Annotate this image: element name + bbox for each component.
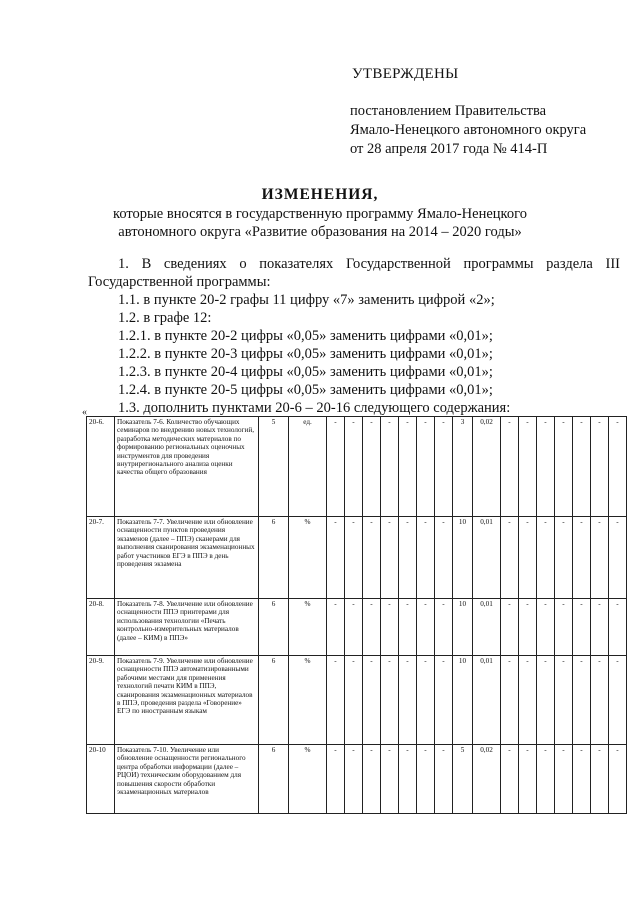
dash-cell: -	[417, 517, 435, 599]
row-number-cell: 20-6.	[87, 417, 115, 517]
dash-cell: -	[381, 656, 399, 745]
table-row	[87, 599, 627, 656]
decree-line: постановлением Правительства	[350, 103, 547, 119]
column-3-cell: 6	[259, 517, 289, 599]
value-2-cell: 0,01	[473, 517, 501, 599]
value-2-cell: 0,01	[473, 656, 501, 745]
dash-cell: -	[537, 745, 555, 814]
subtitle-line: автономного округа «Развитие образования на 2014 – 2020 годы»	[118, 224, 522, 240]
dash-cell: -	[435, 656, 453, 745]
dash-cell: -	[591, 517, 609, 599]
dash-cell: -	[501, 745, 519, 814]
dash-cell: -	[519, 517, 537, 599]
dash-cell: -	[519, 599, 537, 656]
dash-cell: -	[501, 599, 519, 656]
dash-cell: -	[399, 517, 417, 599]
value-1-cell: 3	[453, 417, 473, 517]
dash-cell: -	[591, 417, 609, 517]
dash-cell: -	[363, 517, 381, 599]
value-1-cell: 10	[453, 517, 473, 599]
dash-cell: -	[363, 656, 381, 745]
table-row	[87, 517, 627, 599]
paragraph-1-2-2: 1.2.2. в пункте 20-3 цифры «0,05» заменить цифрами «0,01»;	[118, 346, 493, 362]
dash-cell: -	[345, 417, 363, 517]
subtitle-line: которые вносятся в государственную программу Ямало-Ненецкого	[113, 206, 527, 222]
dash-cell: -	[537, 656, 555, 745]
dash-cell: -	[345, 745, 363, 814]
dash-cell: -	[555, 517, 573, 599]
table-row	[87, 417, 627, 517]
paragraph-1-1: 1.1. в пункте 20-2 графы 11 цифру «7» заменить цифрой «2»;	[118, 292, 495, 308]
table-row	[87, 656, 627, 745]
dash-cell: -	[573, 417, 591, 517]
unit-cell: %	[289, 656, 327, 745]
dash-cell: -	[555, 745, 573, 814]
dash-cell: -	[399, 599, 417, 656]
column-3-cell: 6	[259, 656, 289, 745]
dash-cell: -	[417, 656, 435, 745]
value-1-cell: 10	[453, 599, 473, 656]
dash-cell: -	[417, 745, 435, 814]
unit-cell: %	[289, 599, 327, 656]
table-row	[87, 745, 627, 814]
dash-cell: -	[501, 417, 519, 517]
dash-cell: -	[435, 599, 453, 656]
row-number-cell: 20-9.	[87, 656, 115, 745]
dash-cell: -	[399, 745, 417, 814]
dash-cell: -	[435, 517, 453, 599]
approval-heading: УТВЕРЖДЕНЫ	[352, 66, 459, 82]
unit-cell: %	[289, 745, 327, 814]
dash-cell: -	[591, 656, 609, 745]
row-number-cell: 20-8.	[87, 599, 115, 656]
dash-cell: -	[501, 656, 519, 745]
paragraph-1-line-1: 1. В сведениях о показателях Государственной программы раздела III	[118, 256, 620, 272]
dash-cell: -	[399, 417, 417, 517]
value-2-cell: 0,02	[473, 745, 501, 814]
paragraph-1-2: 1.2. в графе 12:	[118, 310, 212, 326]
paragraph-1-2-4: 1.2.4. в пункте 20-5 цифры «0,05» заменить цифрами «0,01»;	[118, 382, 493, 398]
dash-cell: -	[381, 517, 399, 599]
document-body	[88, 255, 620, 417]
dash-cell: -	[609, 417, 627, 517]
column-3-cell: 6	[259, 599, 289, 656]
dash-cell: -	[381, 599, 399, 656]
dash-cell: -	[573, 517, 591, 599]
unit-cell: %	[289, 517, 327, 599]
value-2-cell: 0,02	[473, 417, 501, 517]
value-1-cell: 5	[453, 745, 473, 814]
dash-cell: -	[381, 417, 399, 517]
decree-reference	[350, 102, 586, 159]
dash-cell: -	[345, 599, 363, 656]
dash-cell: -	[417, 599, 435, 656]
dash-cell: -	[327, 517, 345, 599]
indicator-description-cell: Показатель 7-10. Увеличение или обновление оснащенности регионального центра обработки информации (далее – РЦОИ) техническим оборудованием для повышения скорости обработки экзаменационных материалов	[115, 745, 259, 814]
decree-line: от 28 апреля 2017 года № 414-П	[350, 141, 548, 157]
indicator-description-cell: Показатель 7-6. Количество обучающих семинаров по внедрению новых технологий, разработка методических материалов по формированию региональных оценочных инструментов для проведения внутрирегионального анализа оценки качества общего образования	[115, 417, 259, 517]
dash-cell: -	[573, 599, 591, 656]
dash-cell: -	[519, 656, 537, 745]
value-1-cell: 10	[453, 656, 473, 745]
dash-cell: -	[573, 656, 591, 745]
paragraph-1-2-1: 1.2.1. в пункте 20-2 цифры «0,05» заменить цифрами «0,01»;	[118, 328, 493, 344]
dash-cell: -	[327, 417, 345, 517]
indicator-description-cell: Показатель 7-8. Увеличение или обновление оснащенности ППЭ принтерами для использования технологии «Печать контрольно-измерительных материалов (далее – КИМ) в ППЭ»	[115, 599, 259, 656]
dash-cell: -	[519, 417, 537, 517]
dash-cell: -	[573, 745, 591, 814]
dash-cell: -	[537, 599, 555, 656]
dash-cell: -	[345, 656, 363, 745]
dash-cell: -	[363, 745, 381, 814]
dash-cell: -	[555, 599, 573, 656]
row-number-cell: 20-10	[87, 745, 115, 814]
dash-cell: -	[363, 599, 381, 656]
dash-cell: -	[435, 417, 453, 517]
row-number-cell: 20-7.	[87, 517, 115, 599]
indicator-description-cell: Показатель 7-7. Увеличение или обновление оснащенности пунктов проведения экзаменов (далее – ППЭ) сканерами для выполнения сканирования экзаменационных работ участников ЕГЭ в ППЭ в день проведения экзамена	[115, 517, 259, 599]
dash-cell: -	[345, 517, 363, 599]
column-3-cell: 6	[259, 745, 289, 814]
indicator-description-cell: Показатель 7-9. Увеличение или обновление оснащенности ППЭ автоматизированными рабочими местами для применения технологий печати КИМ в ППЭ, сканирования экзаменационных материалов в ППЭ, проведения раздела «Говорение» ЕГЭ по иностранным языкам	[115, 656, 259, 745]
dash-cell: -	[591, 745, 609, 814]
dash-cell: -	[327, 599, 345, 656]
dash-cell: -	[609, 517, 627, 599]
dash-cell: -	[609, 599, 627, 656]
dash-cell: -	[327, 656, 345, 745]
dash-cell: -	[591, 599, 609, 656]
dash-cell: -	[537, 417, 555, 517]
table-open-quote: «	[82, 407, 87, 418]
paragraph-1-3: 1.3. дополнить пунктами 20-6 – 20-16 следующего содержания:	[118, 400, 511, 416]
dash-cell: -	[519, 745, 537, 814]
dash-cell: -	[609, 745, 627, 814]
paragraph-1-2-3: 1.2.3. в пункте 20-4 цифры «0,05» заменить цифрами «0,01»;	[118, 364, 493, 380]
dash-cell: -	[537, 517, 555, 599]
dash-cell: -	[609, 656, 627, 745]
dash-cell: -	[435, 745, 453, 814]
indicators-table	[86, 416, 627, 814]
dash-cell: -	[363, 417, 381, 517]
dash-cell: -	[501, 517, 519, 599]
document-subtitle	[0, 205, 640, 241]
dash-cell: -	[555, 417, 573, 517]
dash-cell: -	[327, 745, 345, 814]
document-title: ИЗМЕНЕНИЯ,	[261, 186, 379, 203]
unit-cell: ед.	[289, 417, 327, 517]
column-3-cell: 5	[259, 417, 289, 517]
dash-cell: -	[555, 656, 573, 745]
dash-cell: -	[399, 656, 417, 745]
dash-cell: -	[417, 417, 435, 517]
dash-cell: -	[381, 745, 399, 814]
paragraph-1-line-2: Государственной программы:	[88, 274, 271, 290]
value-2-cell: 0,01	[473, 599, 501, 656]
decree-line: Ямало-Ненецкого автономного округа	[350, 122, 587, 138]
